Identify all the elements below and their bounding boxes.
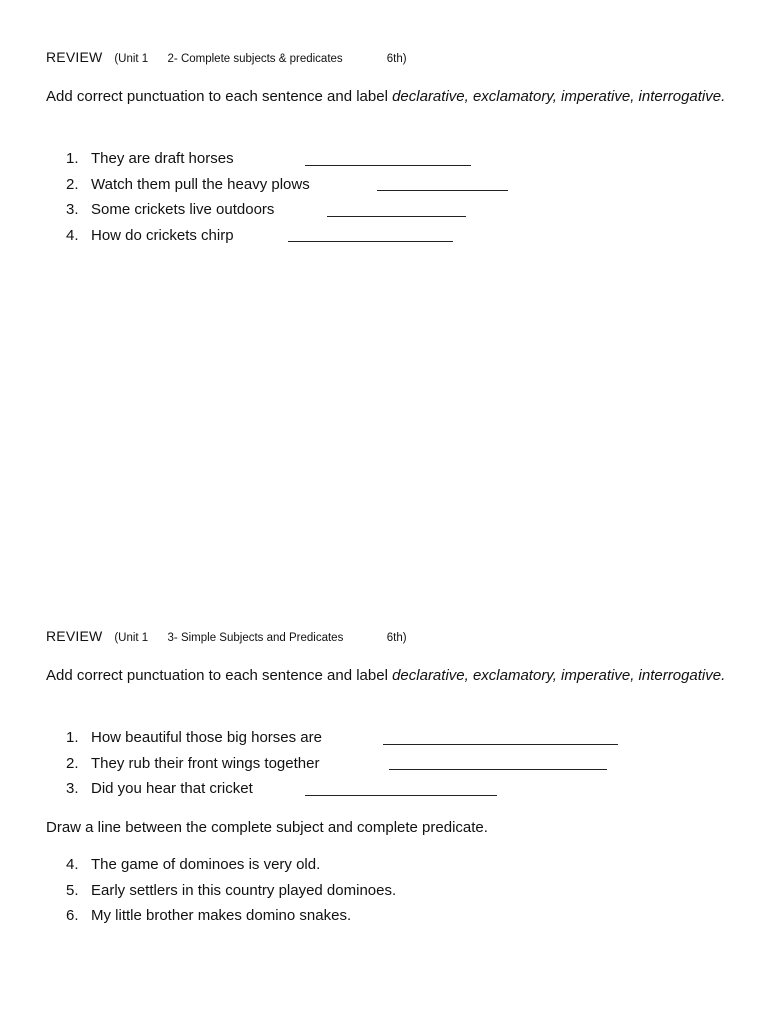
review-heading: REVIEW: [46, 49, 103, 65]
answer-blank[interactable]: [377, 190, 508, 191]
item-number: 6.: [66, 907, 79, 925]
answer-blank[interactable]: [305, 795, 497, 796]
answer-blank[interactable]: [288, 241, 453, 242]
instructions-labels: declarative, exclamatory, imperative, interrogative.: [392, 667, 726, 684]
item-number: 1.: [66, 729, 79, 746]
item-number: 3.: [66, 201, 79, 219]
item-text: Watch them pull the heavy plows: [91, 175, 310, 193]
grade-label: 6th): [386, 632, 407, 644]
instructions: [46, 84, 736, 110]
unit-label: (Unit 1: [114, 53, 149, 65]
draw-line-instruction: Draw a line between the complete subject and complete predicate.: [46, 819, 488, 836]
answer-blank[interactable]: [383, 744, 618, 745]
item-number: 2.: [66, 175, 79, 193]
instructions-text: Add correct punctuation to each sentence and label: [46, 88, 388, 105]
item-number: 1.: [66, 150, 79, 167]
item-number: 3.: [66, 780, 79, 798]
answer-blank[interactable]: [327, 216, 466, 217]
review-heading: REVIEW: [46, 628, 103, 644]
item-text: How do crickets chirp: [91, 226, 234, 244]
item-number: 2.: [66, 754, 79, 772]
item-text: The game of dominoes is very old.: [91, 856, 321, 873]
item-text: Some crickets live outdoors: [91, 201, 275, 219]
item-text: Early settlers in this country played dominoes.: [91, 881, 397, 899]
instructions-labels: declarative, exclamatory, imperative, interrogative.: [392, 88, 726, 105]
item-text: They are draft horses: [91, 150, 234, 167]
item-number: 4.: [66, 856, 79, 873]
item-number: 5.: [66, 881, 79, 899]
item-text: How beautiful those big horses are: [91, 729, 322, 746]
answer-blank[interactable]: [389, 769, 607, 770]
answer-blank[interactable]: [305, 165, 471, 166]
topic-label: 2- Complete subjects & predicates: [167, 53, 343, 65]
section-header: [46, 628, 407, 644]
instructions-text: Add correct punctuation to each sentence and label: [46, 667, 388, 684]
item-text: My little brother makes domino snakes.: [91, 907, 352, 925]
section-header: [46, 49, 407, 65]
grade-label: 6th): [386, 53, 407, 65]
item-text: They rub their front wings together: [91, 754, 320, 772]
instructions: [46, 663, 736, 689]
topic-label: 3- Simple Subjects and Predicates: [167, 632, 344, 644]
item-text: Did you hear that cricket: [91, 780, 253, 798]
item-number: 4.: [66, 226, 79, 244]
header-meta: [114, 632, 406, 644]
header-meta: [114, 53, 406, 65]
unit-label: (Unit 1: [114, 632, 149, 644]
